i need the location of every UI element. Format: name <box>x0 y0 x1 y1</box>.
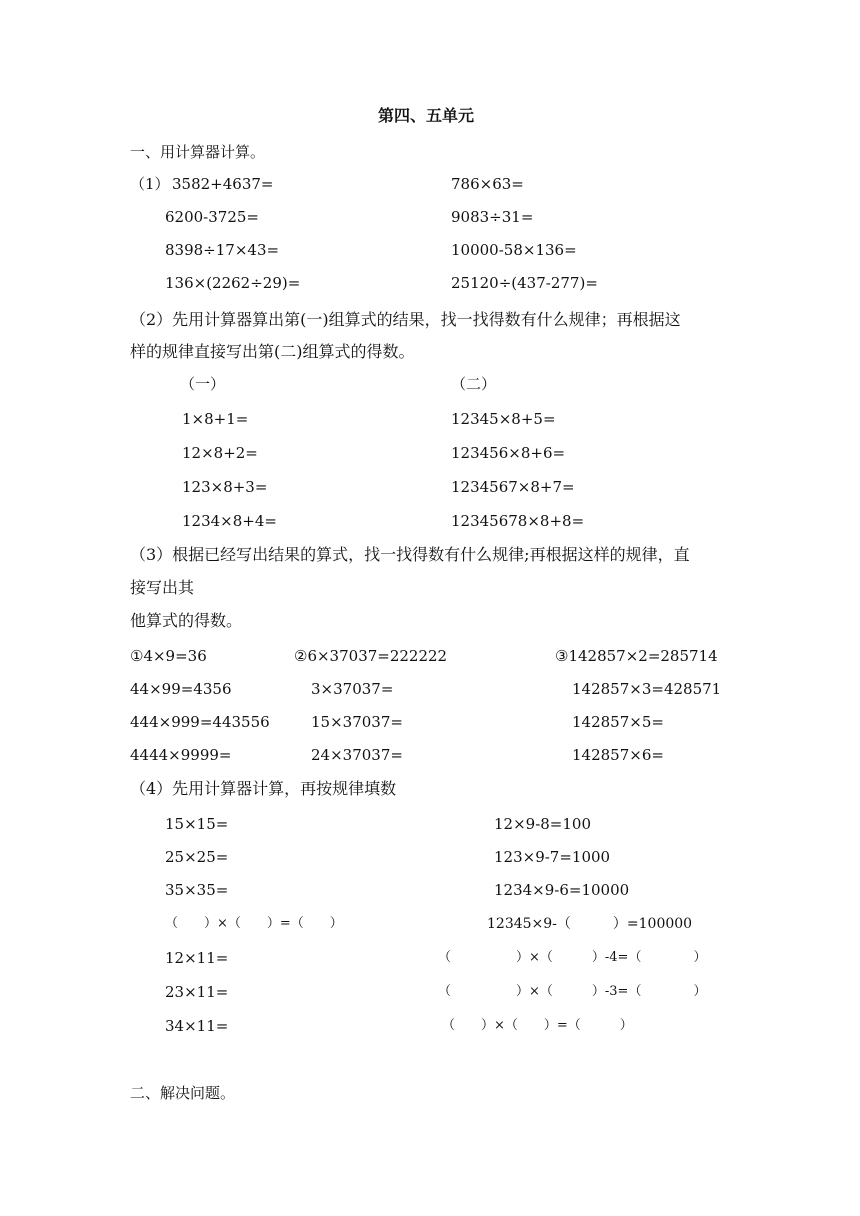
q3-col2-1: ②6×37037=222222 <box>294 647 448 665</box>
q4-left-6: 23×11= <box>165 983 229 1001</box>
q4-right-5: （ ）×（ ）-4=（ ） <box>438 950 707 965</box>
q3-col2-4: 24×37037= <box>311 746 403 764</box>
q2-group1-2: 12×8+2= <box>182 444 258 462</box>
q4-text: （4）先用计算器计算，再按规律填数 <box>130 779 397 798</box>
q2-group1-3: 123×8+3= <box>182 478 268 496</box>
q1-left-4: 136×(2262÷29)= <box>165 274 301 292</box>
q1-right-2: 9083÷31= <box>451 208 534 226</box>
q2-group1-header: （一） <box>180 375 226 393</box>
q3-text-line2: 接写出其 <box>130 578 195 597</box>
q4-right-4: 12345×9-（ ）=100000 <box>487 916 693 932</box>
q3-col1-3: 444×999=443556 <box>130 713 270 731</box>
q2-group1-4: 1234×8+4= <box>182 512 277 530</box>
q1-right-4: 25120÷(437-277)= <box>451 274 598 292</box>
q2-text-line2: 样的规律直接写出第(二)组算式的得数。 <box>130 342 415 361</box>
q3-col1-1: ①4×9=36 <box>130 647 207 665</box>
q2-group2-2: 123456×8+6= <box>451 444 566 462</box>
q3-col3-2: 142857×3=428571 <box>572 680 722 698</box>
q1-left-1: 3582+4637= <box>172 175 274 193</box>
q3-col1-4: 4444×9999= <box>130 746 232 764</box>
section1-heading: 一、用计算器计算。 <box>130 143 266 161</box>
q3-text-line3: 他算式的得数。 <box>130 611 243 630</box>
q2-group2-4: 12345678×8+8= <box>451 512 585 530</box>
q1-right-3: 10000-58×136= <box>451 241 577 259</box>
q3-col1-2: 44×99=4356 <box>130 680 232 698</box>
q1-right-1: 786×63= <box>451 175 524 193</box>
q4-right-2: 123×9-7=1000 <box>494 848 611 866</box>
q1-label: （1） <box>130 175 170 193</box>
q3-col2-3: 15×37037= <box>311 713 403 731</box>
q4-right-3: 1234×9-6=10000 <box>494 881 630 899</box>
q4-left-1: 15×15= <box>165 815 229 833</box>
q4-left-3: 35×35= <box>165 881 229 899</box>
q1-left-2: 6200-3725= <box>165 208 259 226</box>
q4-right-6: （ ）×（ ）-3=（ ） <box>438 984 707 999</box>
q3-col3-3: 142857×5= <box>572 713 664 731</box>
q2-group2-header: （二） <box>451 375 497 393</box>
q3-text-line1: （3）根据已经写出结果的算式，找一找得数有什么规律;再根据这样的规律，直 <box>130 545 690 564</box>
q4-right-1: 12×9-8=100 <box>494 815 592 833</box>
q4-left-4: （ ）×（ ）=（ ） <box>165 916 343 931</box>
q3-col2-2: 3×37037= <box>311 680 394 698</box>
q2-text-line1: （2）先用计算器算出第(一)组算式的结果，找一找得数有什么规律；再根据这 <box>130 310 681 329</box>
q2-group2-3: 1234567×8+7= <box>451 478 575 496</box>
q4-right-7: （ ）×（ ）=（ ） <box>442 1018 633 1033</box>
page-title: 第四、五单元 <box>378 106 475 125</box>
q2-group1-1: 1×8+1= <box>182 410 249 428</box>
q4-left-7: 34×11= <box>165 1017 229 1035</box>
q3-col3-4: 142857×6= <box>572 746 664 764</box>
q4-left-2: 25×25= <box>165 848 229 866</box>
q3-col3-1: ③142857×2=285714 <box>555 647 718 665</box>
q1-left-3: 8398÷17×43= <box>165 241 280 259</box>
q2-group2-1: 12345×8+5= <box>451 410 556 428</box>
section2-heading: 二、解决问题。 <box>130 1084 236 1102</box>
q4-left-5: 12×11= <box>165 949 229 967</box>
